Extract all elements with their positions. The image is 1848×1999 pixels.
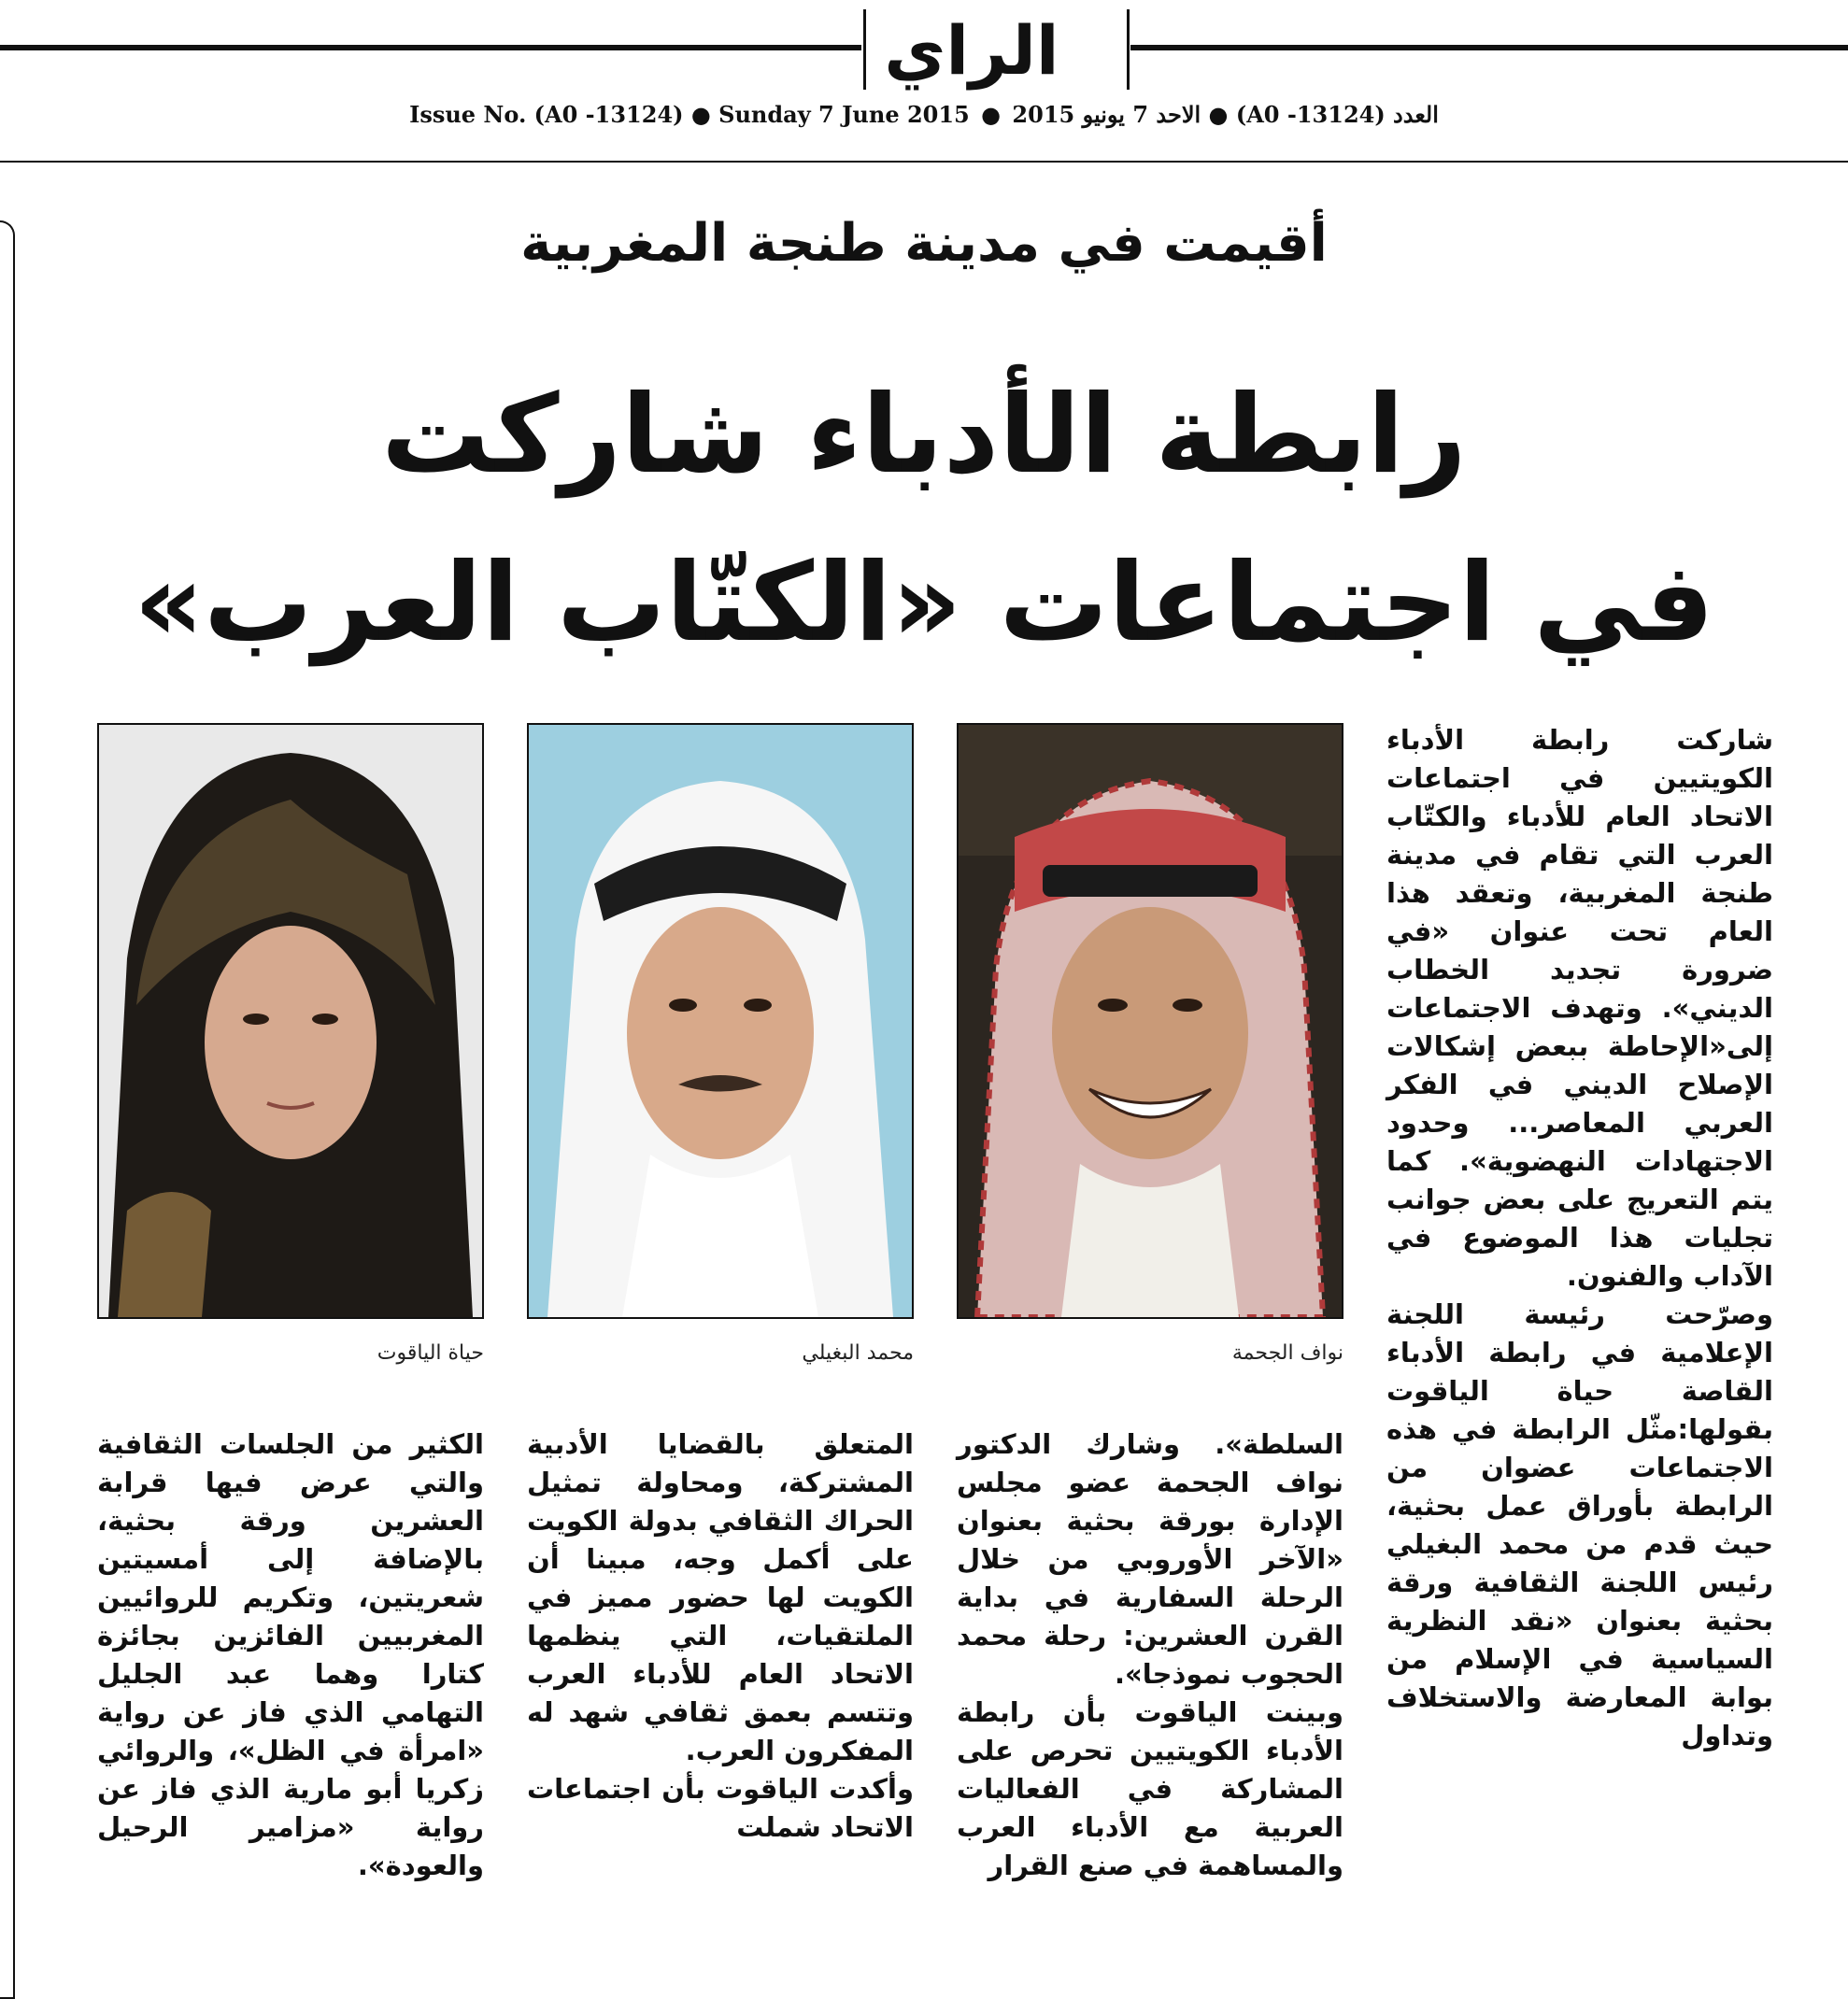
caption-nawaf-aljahma: نواف الجحمة (1231, 1341, 1343, 1365)
paragraph-2: وصرّحت رئيسة اللجنة الإعلامية في رابطة الأدباء القاصة حياة الياقوت بقولها:مثّل الرابطة في هذه الاجتماعات عضوان من الرابطة بأوراق عمل بحثية، حيث قدم من محمد البغيلي رئيس اللجنة الثقافية ورقة بحثية بعنوان «نقد النظرية السياسية في الإسلام من بوابة المعارضة والاستخلاف وتداول (1386, 1298, 1773, 1751)
paragraph-6: وأكدت الياقوت بأن اجتماعات الاتحاد شملت (527, 1773, 914, 1843)
masthead-divider-left (863, 9, 866, 90)
portrait-man-white-ghutra-icon (529, 725, 912, 1317)
portrait-woman-hijab-icon (99, 725, 482, 1317)
issue-info-english: Issue No. (A0 -13124) ● Sunday 7 June 2015 (409, 101, 970, 128)
paragraph-1: شاركت رابطة الأدباء الكويتيين في اجتماعات الاتحاد العام للأدباء والكتّاب العرب التي تقام في مدينة طنجة المغربية، وتعقد هذا العام تحت عنوان «في ضرورة تجديد الخطاب الديني». وتهدف الاجتماعات إلى«الإحاطة ببعض إشكالات الإصلاح الديني في الفكر العربي المعاصر... وحدود الاجتهادات النهضوية». كما يتم التعريج على بعض جوانب تجليات هذا الموضوع في الآداب والفنون. (1386, 724, 1773, 1292)
article-column-col2 (527, 1425, 914, 1847)
portrait-man-red-keffiyeh-icon (959, 725, 1342, 1317)
article-kicker: أقيمت في مدينة طنجة المغربية (520, 213, 1328, 274)
headline-line-1: رابطة الأدباء شاركت (381, 372, 1467, 498)
caption-mohammed-albaghili: محمد البغيلي (802, 1341, 914, 1365)
paragraph-5: المتعلق بالقضايا الأدبية المشتركة، ومحاولة تمثيل الحراك الثقافي بدولة الكويت على أكمل وجه، مبينا أن الكويت لها حضور مميز في الملتقيات، التي ينظمها الاتحاد العام للأدباء العرب وتتسم بعمق ثقافي شهد له المفكرون العرب. (527, 1428, 914, 1766)
masthead-rule-right (1130, 45, 1848, 50)
issue-info-arabic: العدد (13124- A0) ● الاحد 7 يونيو 2015 (1012, 101, 1439, 128)
photo-hayat-alyaqout (97, 723, 484, 1319)
masthead-divider-right (1127, 9, 1130, 90)
masthead-rule-left (0, 45, 861, 50)
article-column-col1 (97, 1425, 484, 1885)
photo-mohammed-albaghili (527, 723, 914, 1319)
paragraph-7: الكثير من الجلسات الثقافية والتي عرض فيها قرابة العشرين ورقة بحثية، بالإضافة إلى أمسيتين شعريتين، وتكريم للروائيين المغربيين الفائزين بجائزة كتارا وهما عبد الجليل التهامي الذي فاز عن رواية «امرأة في الظل»، والروائي زكريا أبو مارية الذي فاز عن رواية «مزامير الرحيل والعودة». (97, 1428, 484, 1881)
paragraph-3: السلطة». وشارك الدكتور نواف الجحمة عضو مجلس الإدارة بورقة بحثية بعنوان «الآخر الأوروبي من خلال الرحلة السفارية في بداية القرن العشرين: رحلة محمد الحجوب نموذجا». (957, 1428, 1343, 1690)
article-column-right (1386, 721, 1773, 1755)
newspaper-logo: الراي (884, 11, 1059, 90)
paragraph-4: وبينت الياقوت بأن رابطة الأدباء الكويتيين تحرص على المشاركة في الفعاليات العربية مع الأدباء العرب والمساهمة في صنع القرار (957, 1696, 1343, 1881)
headline-line-2: في اجتماعات «الكتّاب العرب» (134, 540, 1714, 666)
masthead-bottom-rule (0, 161, 1848, 163)
issue-line (0, 101, 1848, 138)
caption-hayat-alyaqout: حياة الياقوت (377, 1341, 484, 1365)
article-column-col3 (957, 1425, 1343, 1885)
bullet-separator: ● (981, 101, 1002, 128)
photo-nawaf-aljahma (957, 723, 1343, 1319)
